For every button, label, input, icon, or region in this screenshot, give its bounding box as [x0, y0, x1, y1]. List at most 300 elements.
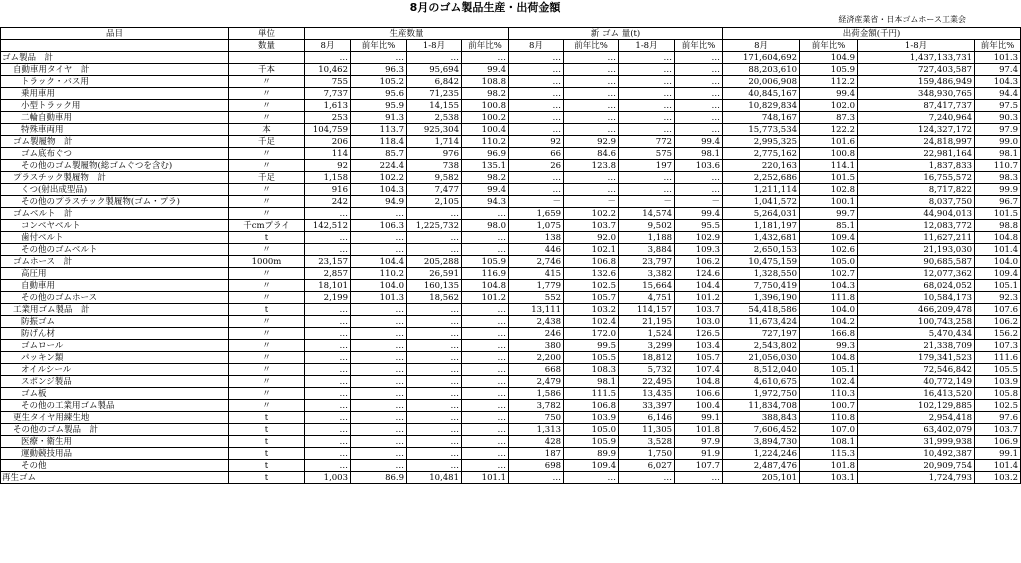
row-value: 99.1 [975, 448, 1021, 460]
row-value: … [305, 412, 351, 424]
row-value: 698 [509, 460, 564, 472]
row-value: 103.2 [564, 304, 619, 316]
row-value: 111.6 [975, 352, 1021, 364]
row-value: … [407, 388, 462, 400]
row-item-name: コンベヤベルト [1, 220, 229, 232]
row-value: 2,995,325 [723, 136, 800, 148]
row-value: 2,857 [305, 268, 351, 280]
row-value: … [675, 88, 723, 100]
row-value: 1,211,114 [723, 184, 800, 196]
row-value: … [675, 184, 723, 196]
row-value: 104.3 [975, 76, 1021, 88]
source-credit: 経済産業省・日本ゴムホース工業会 [838, 15, 966, 24]
row-value: … [462, 352, 509, 364]
row-value: 4,751 [619, 292, 675, 304]
row-unit: t [229, 436, 305, 448]
row-value: … [407, 400, 462, 412]
row-value: 109.3 [675, 244, 723, 256]
row-value: … [407, 208, 462, 220]
row-value: 90,685,587 [858, 256, 975, 268]
row-value: … [462, 376, 509, 388]
row-item-name: パッキン類 [1, 352, 229, 364]
row-item-name: 高圧用 [1, 268, 229, 280]
row-value: … [407, 316, 462, 328]
row-value: 100.8 [800, 148, 858, 160]
row-value: 1,158 [305, 172, 351, 184]
row-value: 1,750 [619, 448, 675, 460]
row-value: 104.2 [800, 316, 858, 328]
row-value: 96.7 [975, 196, 1021, 208]
row-value: 102.7 [800, 268, 858, 280]
row-value: 1,972,750 [723, 388, 800, 400]
row-item-name: 再生ゴム [1, 472, 229, 484]
row-value: 750 [509, 412, 564, 424]
row-value: 104.0 [800, 304, 858, 316]
row-value: 99.1 [675, 412, 723, 424]
row-value: 2,105 [407, 196, 462, 208]
row-value: … [509, 124, 564, 136]
row-unit: 1000m [229, 256, 305, 268]
row-value: 101.1 [462, 472, 509, 484]
row-value: 668 [509, 364, 564, 376]
row-value: … [305, 208, 351, 220]
row-value: 1,437,133,731 [858, 52, 975, 64]
row-value: 103.2 [975, 472, 1021, 484]
row-value: 100.2 [462, 112, 509, 124]
row-value: 101.2 [675, 292, 723, 304]
row-value: 2,199 [305, 292, 351, 304]
row-value: 92.9 [564, 136, 619, 148]
row-value: 388,843 [723, 412, 800, 424]
table-row [1, 64, 1021, 76]
row-value: 86.9 [351, 472, 407, 484]
row-value: … [351, 376, 407, 388]
subheader: 8月 [509, 40, 564, 52]
row-value: 97.4 [975, 64, 1021, 76]
subheader: 1-8月 [858, 40, 975, 52]
row-value: － [564, 196, 619, 208]
row-unit: t [229, 460, 305, 472]
row-item-name: その他の工業用ゴム製品 [1, 400, 229, 412]
row-value: … [462, 232, 509, 244]
row-value: 104.0 [975, 256, 1021, 268]
row-value: 97.5 [975, 100, 1021, 112]
row-value: 40,772,149 [858, 376, 975, 388]
table-row [1, 172, 1021, 184]
row-value: … [407, 364, 462, 376]
row-value: 110.8 [800, 412, 858, 424]
table-row [1, 124, 1021, 136]
row-value: 166.8 [800, 328, 858, 340]
row-item-name: 特殊車両用 [1, 124, 229, 136]
row-value: … [509, 172, 564, 184]
row-value: 6,842 [407, 76, 462, 88]
row-unit: 〃 [229, 328, 305, 340]
row-unit: 〃 [229, 208, 305, 220]
row-value: 160,135 [407, 280, 462, 292]
row-value: 101.8 [675, 424, 723, 436]
row-value: … [564, 100, 619, 112]
row-value: 16,413,520 [858, 388, 975, 400]
row-value: … [305, 352, 351, 364]
row-value: … [351, 244, 407, 256]
row-unit: 〃 [229, 88, 305, 100]
row-value: 110.2 [462, 136, 509, 148]
row-value: 94.4 [975, 88, 1021, 100]
row-value: 253 [305, 112, 351, 124]
row-value: … [564, 64, 619, 76]
row-value: 8,717,822 [858, 184, 975, 196]
row-value: 104.4 [351, 256, 407, 268]
row-value: 126.5 [675, 328, 723, 340]
row-value: 220,163 [723, 160, 800, 172]
row-value: 206 [305, 136, 351, 148]
row-value: 106.3 [351, 220, 407, 232]
row-value: 1,313 [509, 424, 564, 436]
subheader: 前年比% [975, 40, 1021, 52]
row-value: 3,894,730 [723, 436, 800, 448]
row-unit: 〃 [229, 364, 305, 376]
row-item-name: その他のゴムベルト [1, 244, 229, 256]
row-value: 415 [509, 268, 564, 280]
row-value: … [675, 52, 723, 64]
row-value: … [351, 304, 407, 316]
row-value: 91.3 [351, 112, 407, 124]
row-value: 95,694 [407, 64, 462, 76]
row-value: 104.0 [351, 280, 407, 292]
row-value: … [462, 304, 509, 316]
row-value: 2,438 [509, 316, 564, 328]
row-value: … [305, 376, 351, 388]
row-value: … [407, 436, 462, 448]
row-value: 108.3 [564, 364, 619, 376]
row-value: 2,954,418 [858, 412, 975, 424]
row-value: … [305, 328, 351, 340]
row-value: 111.8 [800, 292, 858, 304]
row-value: 246 [509, 328, 564, 340]
row-value: 105.9 [462, 256, 509, 268]
row-value: 104.9 [800, 52, 858, 64]
row-value: 101.5 [975, 208, 1021, 220]
table-row [1, 220, 1021, 232]
subheader: 前年比% [351, 40, 407, 52]
row-value: 97.9 [675, 436, 723, 448]
subheader: 1-8月 [619, 40, 675, 52]
row-value: 106.2 [975, 316, 1021, 328]
row-value: … [509, 184, 564, 196]
row-value: … [462, 208, 509, 220]
row-value: 2,746 [509, 256, 564, 268]
row-unit: 〃 [229, 196, 305, 208]
table-row [1, 160, 1021, 172]
row-value: 22,495 [619, 376, 675, 388]
table-row [1, 52, 1021, 64]
row-value: … [351, 412, 407, 424]
row-value: … [407, 376, 462, 388]
header-unit-bottom: 数量 [229, 40, 305, 52]
subheader: 8月 [723, 40, 800, 52]
row-value: … [564, 472, 619, 484]
subheader: 前年比% [800, 40, 858, 52]
row-value: … [351, 460, 407, 472]
row-value: … [407, 412, 462, 424]
row-value: … [351, 328, 407, 340]
row-value: 100.8 [462, 100, 509, 112]
row-value: 104.4 [675, 280, 723, 292]
table-row [1, 196, 1021, 208]
row-value: 114.1 [800, 160, 858, 172]
row-value: 18,812 [619, 352, 675, 364]
row-value: 122.2 [800, 124, 858, 136]
row-item-name: 自動車用 [1, 280, 229, 292]
row-value: 1,075 [509, 220, 564, 232]
row-value: 6,027 [619, 460, 675, 472]
row-value: 1,225,732 [407, 220, 462, 232]
row-value: 105.7 [564, 292, 619, 304]
row-value: … [462, 460, 509, 472]
subheader: 1-8月 [407, 40, 462, 52]
row-value: … [675, 124, 723, 136]
row-unit: 〃 [229, 400, 305, 412]
row-value: … [351, 388, 407, 400]
header-production: 生産数量 [305, 28, 509, 40]
row-value: … [305, 424, 351, 436]
table-row [1, 412, 1021, 424]
table-row [1, 76, 1021, 88]
row-value: 2,775,162 [723, 148, 800, 160]
row-value: 124.6 [675, 268, 723, 280]
row-value: … [675, 100, 723, 112]
row-value: … [351, 232, 407, 244]
row-value: 89.9 [564, 448, 619, 460]
row-value: 96.9 [462, 148, 509, 160]
row-value: 5,470,434 [858, 328, 975, 340]
table-row [1, 328, 1021, 340]
row-value: 2,252,686 [723, 172, 800, 184]
row-value: 738 [407, 160, 462, 172]
table-row [1, 304, 1021, 316]
row-value: 15,773,534 [723, 124, 800, 136]
row-value: … [462, 244, 509, 256]
row-value: 10,475,159 [723, 256, 800, 268]
table-body [1, 52, 1021, 484]
row-value: 1,181,197 [723, 220, 800, 232]
row-value: … [351, 352, 407, 364]
row-value: 105.9 [800, 64, 858, 76]
table-row [1, 400, 1021, 412]
row-value: … [351, 208, 407, 220]
row-item-name: 歯付ベルト [1, 232, 229, 244]
row-value: 197 [619, 160, 675, 172]
table-row [1, 460, 1021, 472]
table-row [1, 184, 1021, 196]
row-unit: 千足 [229, 136, 305, 148]
row-value: 1,659 [509, 208, 564, 220]
row-value: 63,402,079 [858, 424, 975, 436]
row-value: … [509, 52, 564, 64]
row-item-name: 小型トラック用 [1, 100, 229, 112]
row-value: … [305, 364, 351, 376]
row-item-name: トラック・バス用 [1, 76, 229, 88]
row-value: 7,750,419 [723, 280, 800, 292]
row-value: 99.5 [564, 340, 619, 352]
row-unit: 〃 [229, 388, 305, 400]
row-unit: 〃 [229, 112, 305, 124]
row-value: … [462, 412, 509, 424]
row-value: … [675, 472, 723, 484]
row-value: … [509, 88, 564, 100]
row-value: 6,146 [619, 412, 675, 424]
row-item-name: 医療・衛生用 [1, 436, 229, 448]
row-unit: 〃 [229, 316, 305, 328]
row-unit: 千本 [229, 64, 305, 76]
row-value: 98.0 [462, 220, 509, 232]
row-value: 5,732 [619, 364, 675, 376]
row-value: 1,188 [619, 232, 675, 244]
row-value: 108.1 [800, 436, 858, 448]
table-row [1, 244, 1021, 256]
row-unit: 〃 [229, 340, 305, 352]
row-item-name: ゴムロール [1, 340, 229, 352]
row-value: 11,305 [619, 424, 675, 436]
row-value: 103.7 [675, 304, 723, 316]
row-value: 95.5 [675, 220, 723, 232]
row-value: 187 [509, 448, 564, 460]
row-value: 103.7 [975, 424, 1021, 436]
row-value: 99.4 [675, 208, 723, 220]
row-value: … [351, 340, 407, 352]
row-item-name: 二輪自動車用 [1, 112, 229, 124]
row-value: … [675, 172, 723, 184]
row-value: 68,024,052 [858, 280, 975, 292]
row-value: 103.0 [675, 316, 723, 328]
row-unit: 〃 [229, 280, 305, 292]
row-value: 107.4 [675, 364, 723, 376]
row-value: 95.6 [351, 88, 407, 100]
row-value: 104.8 [975, 232, 1021, 244]
row-value: 102.0 [800, 100, 858, 112]
subheader: 前年比% [564, 40, 619, 52]
row-value: … [305, 232, 351, 244]
row-value: 101.2 [462, 292, 509, 304]
row-value: 105.5 [564, 352, 619, 364]
row-value: 115.3 [800, 448, 858, 460]
row-value: － [675, 196, 723, 208]
row-value: … [564, 124, 619, 136]
row-value: … [351, 448, 407, 460]
row-value: 1,724,793 [858, 472, 975, 484]
row-value: 106.2 [675, 256, 723, 268]
row-unit: 〃 [229, 184, 305, 196]
row-item-name: 乗用車用 [1, 88, 229, 100]
row-value: 99.4 [675, 136, 723, 148]
row-value: … [351, 52, 407, 64]
table-row [1, 208, 1021, 220]
row-value: 98.2 [462, 88, 509, 100]
row-value: … [305, 436, 351, 448]
row-item-name: オイルシール [1, 364, 229, 376]
row-value: 109.4 [975, 268, 1021, 280]
row-value: 132.6 [564, 268, 619, 280]
row-unit: 〃 [229, 76, 305, 88]
row-unit: t [229, 232, 305, 244]
row-value: 14,155 [407, 100, 462, 112]
row-value: 4,610,675 [723, 376, 800, 388]
row-value: 3,782 [509, 400, 564, 412]
row-value: … [407, 328, 462, 340]
row-value: 85.1 [800, 220, 858, 232]
row-value: 20,909,754 [858, 460, 975, 472]
row-value: … [564, 88, 619, 100]
row-value: 205,101 [723, 472, 800, 484]
row-value: 772 [619, 136, 675, 148]
row-value: 107.7 [675, 460, 723, 472]
row-value: 103.7 [564, 220, 619, 232]
row-value: 84.6 [564, 148, 619, 160]
row-value: 428 [509, 436, 564, 448]
row-value: … [351, 316, 407, 328]
row-value: 102,129,885 [858, 400, 975, 412]
row-value: 242 [305, 196, 351, 208]
row-value: 103.4 [675, 340, 723, 352]
row-value: … [675, 76, 723, 88]
row-value: 104,759 [305, 124, 351, 136]
row-value: 98.2 [462, 172, 509, 184]
row-value: 98.1 [975, 148, 1021, 160]
row-value: － [509, 196, 564, 208]
row-value: 106.8 [564, 256, 619, 268]
row-value: 97.9 [975, 124, 1021, 136]
row-value: 23,797 [619, 256, 675, 268]
row-unit: 〃 [229, 352, 305, 364]
row-value: 1,224,246 [723, 448, 800, 460]
row-value: 94.9 [351, 196, 407, 208]
row-value: 348,930,765 [858, 88, 975, 100]
row-value: … [462, 400, 509, 412]
table-row [1, 148, 1021, 160]
row-item-name: 更生タイヤ用練生地 [1, 412, 229, 424]
row-value: 105.1 [800, 364, 858, 376]
row-value: 1,714 [407, 136, 462, 148]
row-value: 11,673,424 [723, 316, 800, 328]
row-value: 21,193,030 [858, 244, 975, 256]
row-value: 10,462 [305, 64, 351, 76]
row-item-name: 工業用ゴム製品 計 [1, 304, 229, 316]
row-unit: 〃 [229, 292, 305, 304]
row-value: 22,981,164 [858, 148, 975, 160]
row-item-name: ゴムホース 計 [1, 256, 229, 268]
row-value: … [305, 244, 351, 256]
table-row [1, 256, 1021, 268]
row-value: 112.2 [800, 76, 858, 88]
row-value: … [564, 112, 619, 124]
row-value: 12,077,362 [858, 268, 975, 280]
row-item-name: スポンジ製品 [1, 376, 229, 388]
row-value: 105.7 [675, 352, 723, 364]
row-value: 103.9 [975, 376, 1021, 388]
row-item-name: 運動競技用品 [1, 448, 229, 460]
row-value: … [619, 184, 675, 196]
row-value: 103.6 [675, 160, 723, 172]
row-value: 97.6 [975, 412, 1021, 424]
row-value: 755 [305, 76, 351, 88]
row-item-name: ゴム底布ぐつ [1, 148, 229, 160]
row-unit: 〃 [229, 148, 305, 160]
row-value: 748,167 [723, 112, 800, 124]
row-value: … [407, 244, 462, 256]
row-value: … [462, 448, 509, 460]
row-value: 8,037,750 [858, 196, 975, 208]
